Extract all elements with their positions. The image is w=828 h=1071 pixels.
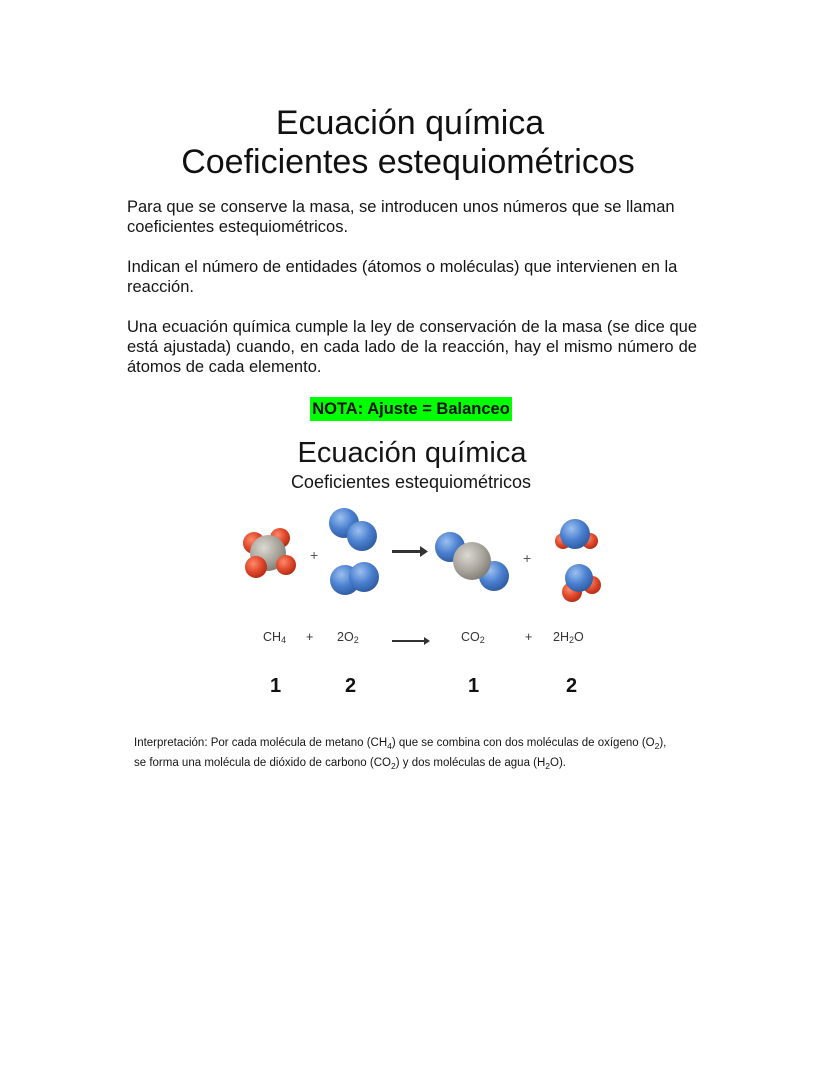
equation-term-carbon-dioxide: $CO_2$ xyxy=(461,630,485,645)
paragraph-mass-conservation: Para que se conserve la masa, se introducen unos números que se llaman coeficientes estequiométricos. xyxy=(127,198,675,236)
note-highlight: NOTA: Ajuste = Balanceo xyxy=(310,397,512,421)
equation-plus: + xyxy=(525,630,533,644)
note-container xyxy=(0,397,828,421)
carbon-dioxide-molecule-icon xyxy=(435,532,509,591)
equation-term-oxygen: $2O_2$ xyxy=(337,630,359,645)
methane-molecule-icon xyxy=(243,528,296,578)
coefficient-methane: 1 xyxy=(270,675,282,697)
figure-subtitle: Coeficientes estequiométricos xyxy=(290,472,532,492)
equation-arrow-icon xyxy=(392,640,426,642)
water-molecule-icon xyxy=(555,519,598,549)
plus-symbol: + xyxy=(310,547,319,563)
equation-term-water: $2H_2O$ xyxy=(553,630,584,645)
coefficient-oxygen: 2 xyxy=(345,675,357,697)
equation-term-methane: $CH_4$ xyxy=(263,630,287,645)
arrow-icon xyxy=(392,546,428,557)
page-subtitle: Coeficientes estequiométricos xyxy=(181,143,635,181)
paragraph-entities: Indican el número de entidades (átomos o moléculas) que intervienen en la reacción. xyxy=(127,258,678,296)
paragraph-balanced-equation: Una ecuación química cumple la ley de conservación de la masa (se dice que está ajustada) cuando, en cada lado de la reacción, hay el mismo número de átomos de cada elemento. xyxy=(127,318,697,376)
figure-title: Ecuación química xyxy=(297,437,527,469)
water-molecule-icon xyxy=(562,564,601,602)
equation-plus: + xyxy=(306,630,314,644)
coefficient-carbon-dioxide: 1 xyxy=(468,675,480,697)
coefficient-water: 2 xyxy=(566,675,578,697)
page-title: Ecuación química xyxy=(275,104,545,142)
interpretation-text: Interpretación: Por cada molécula de metano $(CH_4)$ que se combina con dos moléculas de oxígeno $(O_2)$, se forma una molécula de dióxido de carbono $(CO_2)$ y dos moléculas de agua $(H_2O)$. xyxy=(134,737,667,771)
oxygen-molecule-icon xyxy=(330,562,379,595)
plus-symbol: + xyxy=(523,550,532,566)
oxygen-molecule-icon xyxy=(329,508,377,551)
molecule-illustration xyxy=(0,500,828,620)
